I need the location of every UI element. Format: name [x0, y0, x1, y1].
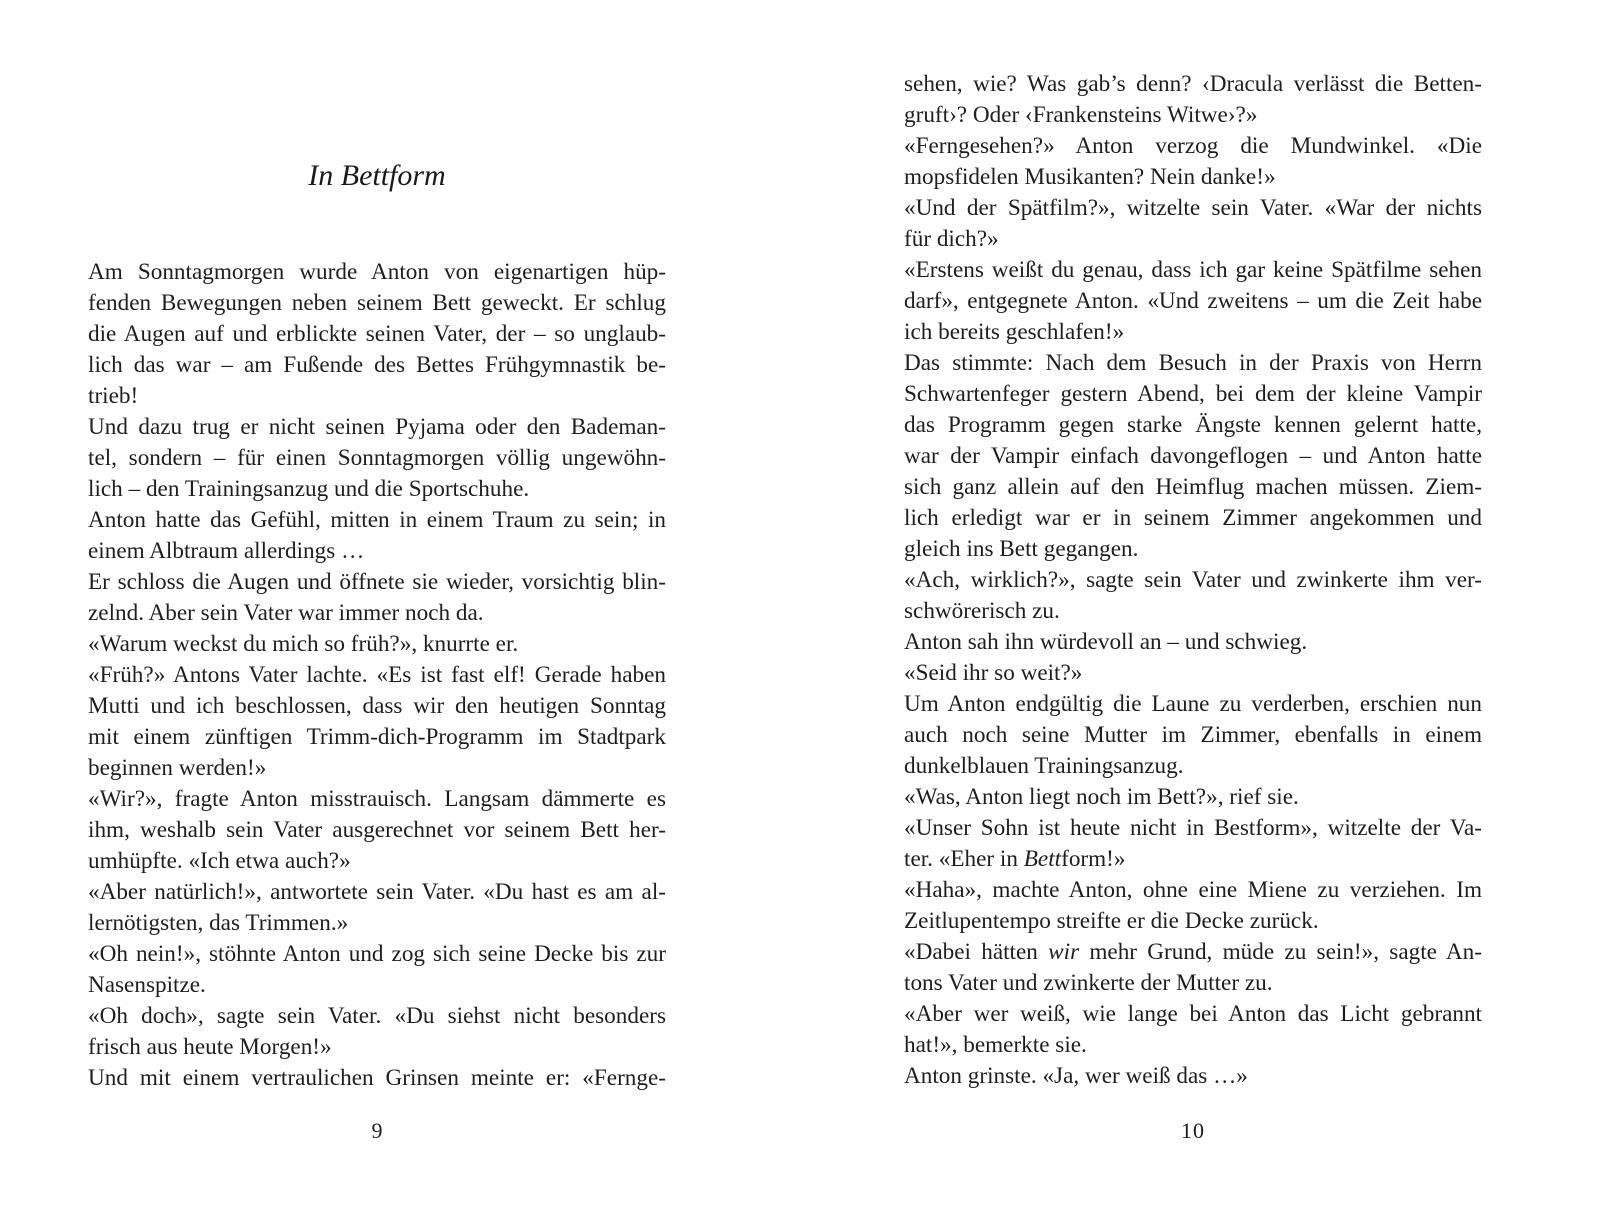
text-line: das Programm gegen starke Ängste kennen gelernt hatte,: [904, 412, 1482, 438]
text-line: «Oh doch», sagte sein Vater. «Du siehst nicht besonders: [88, 1003, 666, 1029]
chapter-title: In Bettform: [308, 159, 446, 192]
left-page-body: [88, 257, 666, 1094]
text-line: ich bereits geschlafen!»: [904, 319, 1125, 345]
text-line: Nasenspitze.: [88, 972, 206, 998]
text-line: hat!», bemerkte sie.: [904, 1032, 1087, 1058]
text-line: «Wir?», fragte Anton misstrauisch. Langsam dämmerte es: [88, 786, 666, 812]
right-page: [904, 0, 1482, 1216]
text-line: Anton sah ihn würdevoll an – und schwieg.: [904, 629, 1308, 655]
text-line: einem Albtraum allerdings …: [88, 538, 365, 564]
text-line: gruft›? Oder ‹Frankensteins Witwe›?»: [904, 102, 1258, 128]
text-line: «Aber natürlich!», antwortete sein Vater. «Du hast es am al-: [88, 879, 666, 905]
text-line: zelnd. Aber sein Vater war immer noch da.: [88, 600, 484, 626]
page-number-right: 10: [1181, 1118, 1205, 1143]
text-line: ihm, weshalb sein Vater ausgerechnet vor seinem Bett her-: [88, 817, 666, 843]
text-line: Anton grinste. «Ja, wer weiß das …»: [904, 1063, 1248, 1089]
text-line: «Warum weckst du mich so früh?», knurrte er.: [88, 631, 519, 657]
text-line: sehen, wie? Was gab’s denn? ‹Dracula verlässt die Betten-: [904, 71, 1482, 97]
left-page: [88, 0, 666, 1216]
text-line: war der Vampir einfach davongeflogen – und Anton hatte: [904, 443, 1482, 469]
emphasis-text: wir: [1048, 939, 1080, 965]
text-segment: «Dabei hätten: [904, 939, 1049, 965]
text-line: schwörerisch zu.: [904, 598, 1060, 624]
text-line: beginnen werden!»: [88, 755, 267, 781]
text-line: «Unser Sohn ist heute nicht in Bestform», witzelte der Va-: [904, 815, 1482, 841]
text-line: Um Anton endgültig die Laune zu verderben, erschien nun: [904, 691, 1482, 717]
text-line: tel, sondern – für einen Sonntagmorgen völlig ungewöhn-: [88, 445, 666, 471]
text-line: für dich?»: [904, 226, 999, 252]
text-line: frisch aus heute Morgen!»: [88, 1034, 332, 1060]
text-line: «Erstens weißt du genau, dass ich gar keine Spätfilme sehen: [904, 257, 1482, 283]
text-line: die Augen auf und erblickte seinen Vater, der – so unglaub-: [88, 321, 666, 347]
text-line: «Was, Anton liegt noch im Bett?», rief sie.: [904, 784, 1299, 810]
page-number-left: 9: [371, 1118, 383, 1143]
text-line: «Ferngesehen?» Anton verzog die Mundwinkel. «Die: [904, 133, 1482, 159]
text-line: Er schloss die Augen und öffnete sie wieder, vorsichtig blin-: [88, 569, 666, 595]
text-segment: mehr Grund, müde zu sein!», sagte An-: [1079, 939, 1482, 965]
text-line: fenden Bewegungen neben seinem Bett geweckt. Er schlug: [88, 290, 666, 316]
text-line: mopsfidelen Musikanten? Nein danke!»: [904, 164, 1276, 190]
text-line: trieb!: [88, 383, 139, 409]
text-line: «Oh nein!», stöhnte Anton und zog sich seine Decke bis zur: [88, 941, 666, 967]
text-line: Mutti und ich beschlossen, dass wir den heutigen Sonntag: [88, 693, 666, 719]
text-line: [904, 844, 1482, 875]
text-line: Das stimmte: Nach dem Besuch in der Praxis von Herrn: [904, 350, 1482, 376]
text-line: lich das war – am Fußende des Bettes Frühgymnastik be-: [88, 352, 666, 378]
text-line: umhüpfte. «Ich etwa auch?»: [88, 848, 351, 874]
text-segment: form!»: [1061, 846, 1126, 872]
text-line: «Ach, wirklich?», sagte sein Vater und zwinkerte ihm ver-: [904, 567, 1482, 593]
text-line: Zeitlupentempo streifte er die Decke zurück.: [904, 908, 1319, 934]
text-line: Am Sonntagmorgen wurde Anton von eigenartigen hüp-: [88, 259, 666, 285]
text-line: Schwartenfeger gestern Abend, bei dem der kleine Vampir: [904, 381, 1482, 407]
text-line: mit einem zünftigen Trimm-dich-Programm im Stadtpark: [88, 724, 666, 750]
text-line: gleich ins Bett gegangen.: [904, 536, 1139, 562]
emphasis-text: Bett: [1023, 846, 1062, 872]
text-line: sich ganz allein auf den Heimflug machen müssen. Ziem-: [904, 474, 1482, 500]
text-line: dunkelblauen Trainingsanzug.: [904, 753, 1184, 779]
text-line: Und dazu trug er nicht seinen Pyjama oder den Bademan-: [88, 414, 666, 440]
text-line: «Und der Spätfilm?», witzelte sein Vater. «War der nichts: [904, 195, 1482, 221]
text-line: [904, 937, 1482, 968]
text-segment: ter. «Eher in: [904, 846, 1024, 872]
text-line: «Seid ihr so weit?»: [904, 660, 1083, 686]
right-page-body: [904, 69, 1482, 1092]
text-line: Anton hatte das Gefühl, mitten in einem Traum zu sein; in: [88, 507, 666, 533]
text-line: «Früh?» Antons Vater lachte. «Es ist fast elf! Gerade haben: [88, 662, 666, 688]
text-line: tons Vater und zwinkerte der Mutter zu.: [904, 970, 1273, 996]
text-line: lernötigsten, das Trimmen.»: [88, 910, 349, 936]
text-line: lich erledigt war er in seinem Zimmer angekommen und: [904, 505, 1482, 531]
text-line: auch noch seine Mutter im Zimmer, ebenfalls in einem: [904, 722, 1482, 748]
text-line: darf», entgegnete Anton. «Und zweitens – um die Zeit habe: [904, 288, 1482, 314]
text-line: «Aber wer weiß, wie lange bei Anton das Licht gebrannt: [904, 1001, 1482, 1027]
text-line: «Haha», machte Anton, ohne eine Miene zu verziehen. Im: [904, 877, 1482, 903]
text-line: Und mit einem vertraulichen Grinsen meinte er: «Fernge-: [88, 1065, 666, 1091]
text-line: lich – den Trainingsanzug und die Sportschuhe.: [88, 476, 530, 502]
